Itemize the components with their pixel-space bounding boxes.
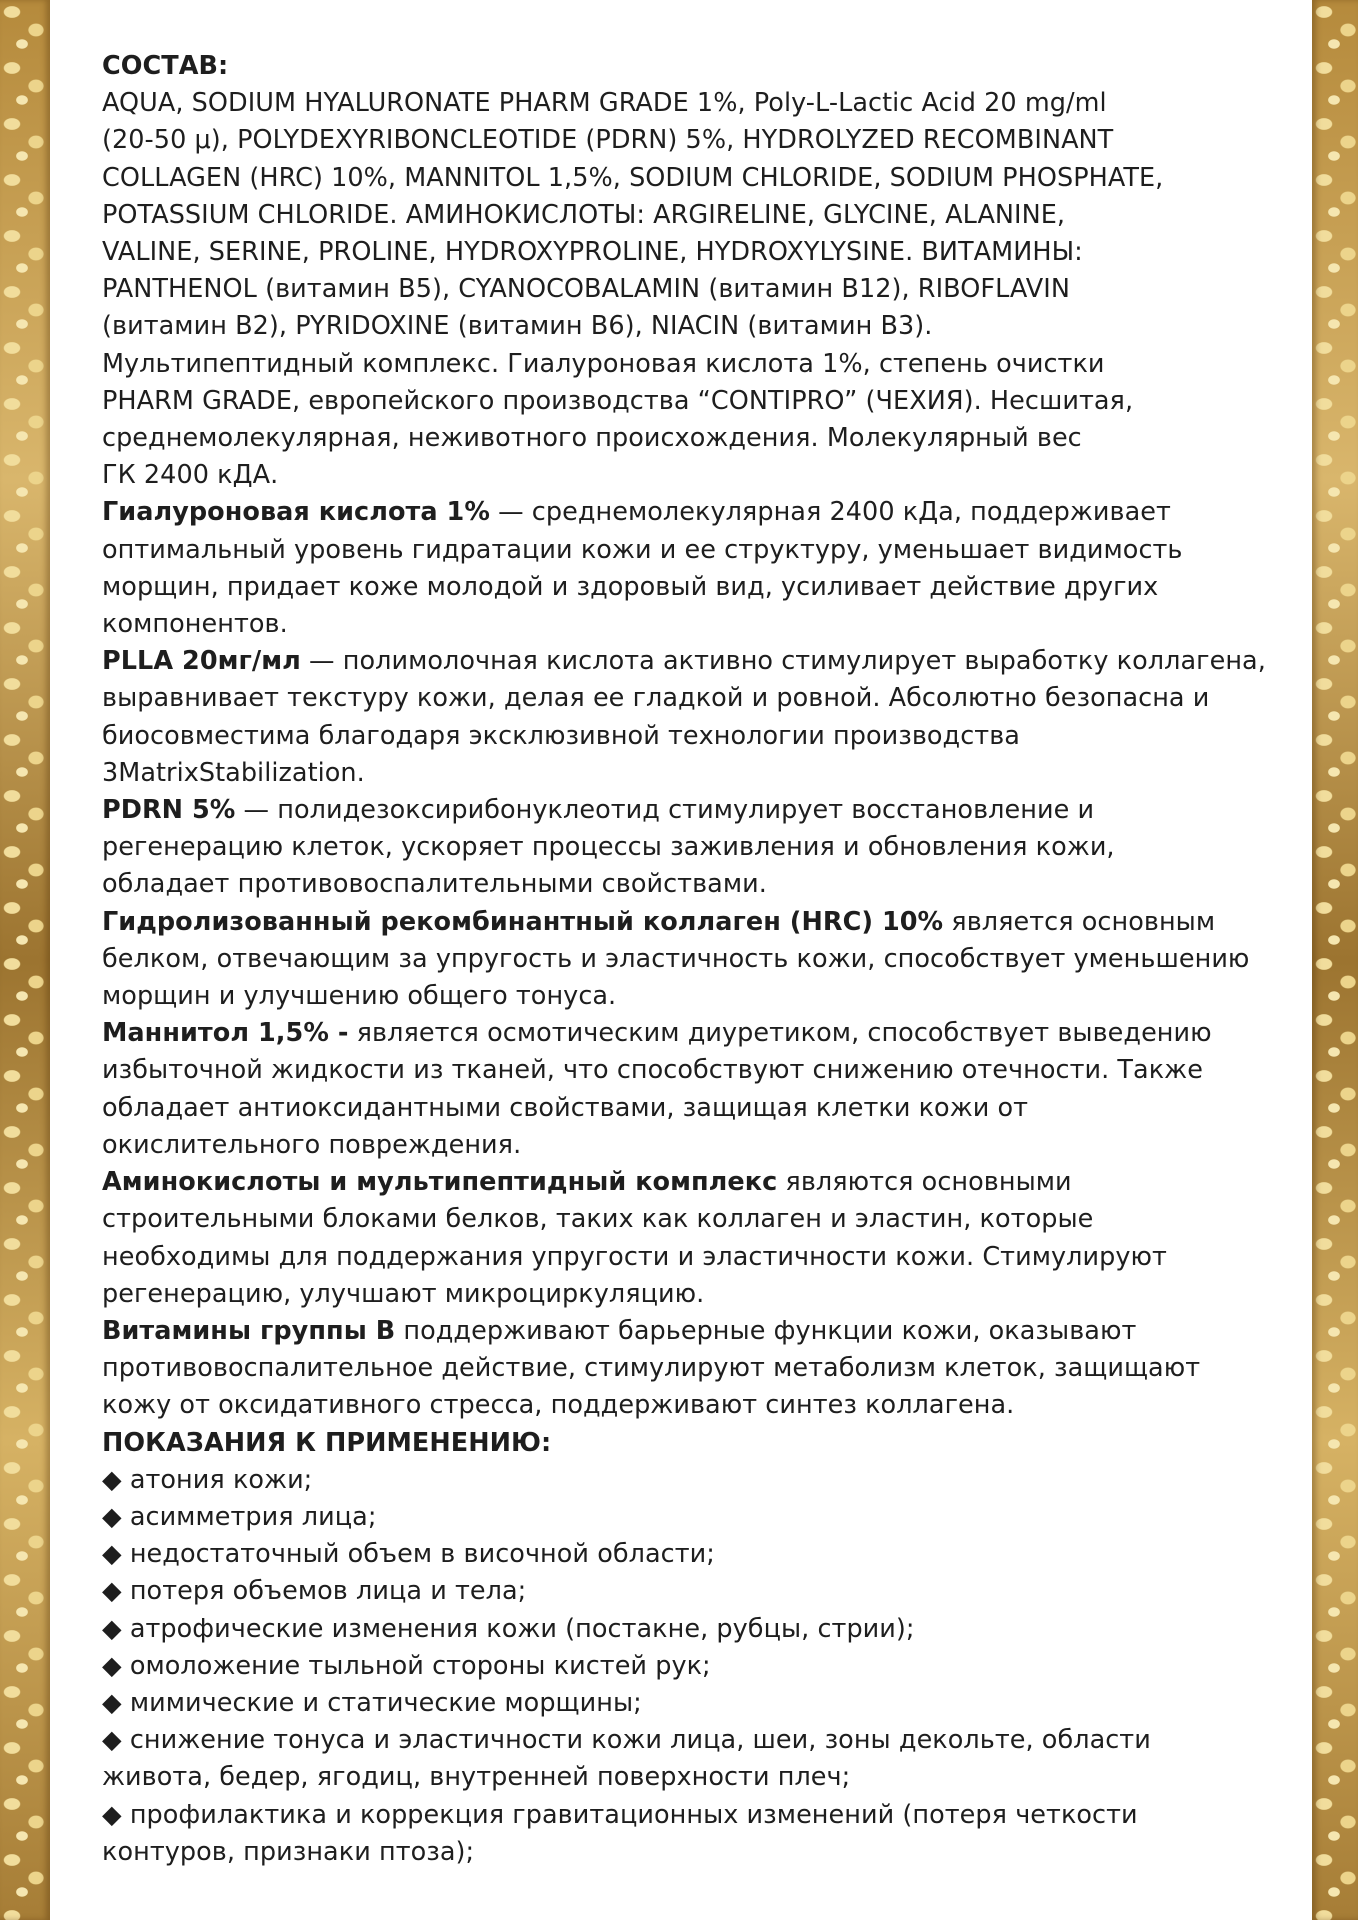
component-description: является основным белком, отвечающим за упругость и эластичность кожи, способствует уменьшению морщин и улучшению общего тонуса. <box>102 906 1250 1012</box>
component-description: являются основными строительными блоками белков, таких как коллаген и эластин, которые необходимы для поддержания упругости и эластичности кожи. Стимулируют регенерацию, улучшают микроциркуляцию. <box>102 1167 1167 1309</box>
component-title: PDRN 5% <box>102 795 236 826</box>
component-amino-acids <box>102 1164 1316 1313</box>
component-plla <box>102 643 1316 792</box>
list-item: ◆ недостаточный объем в височной области; <box>102 1539 715 1570</box>
list-item: ◆ атрофические изменения кожи (постакне, рубцы, стрии); <box>102 1613 915 1644</box>
decorative-border-left <box>0 0 50 1920</box>
composition-text: AQUA, SODIUM HYALURONATE PHARM GRADE 1%, Poly-L-Lactic Acid 20 mg/ml (20-50 μ), POLYDEXYRIBONCLEOTIDE (PDRN) 5%, HYDROLYZED RECOMBINANT COLLAGEN (HRC) 10%, MANNITOL 1,5%, SODIUM CHLORIDE, SODIUM PHOSPHATE, POTASSIUM CHLORIDE. АМИНОКИСЛОТЫ: ARGIRELINE, GLYCINE, ALANINE, VALINE, SERINE, PROLINE, HYDROXYPROLINE, HYDROXYLYSINE. ВИТАМИНЫ: PANTHENOL (витамин В5), CYANOCOBALAMIN (витамин В12), RIBOFLAVIN (витамин В2), PYRIDOXINE (витамин В6), NIACIN (витамин В3). Мультипептидный комплекс. Гиалуроновая кислота 1%, степень очистки PHARM GRADE, европейского производства “CONTIPRO” (ЧЕХИЯ). Несшитая, среднемолекулярная, неживотного происхождения. Молекулярный вес ГК 2400 кДА. <box>102 88 1164 491</box>
composition-heading: СОСТАВ: <box>102 51 229 81</box>
component-description: — полидезоксирибонуклеотид стимулирует восстановление и регенерацию клеток, ускоряет процессы заживления и обновления кожи, обладает противовоспалительными свойствами. <box>102 795 1115 900</box>
list-item: ◆ омоложение тыльной стороны кистей рук; <box>102 1650 711 1681</box>
indications-heading: ПОКАЗАНИЯ К ПРИМЕНЕНИЮ: <box>102 1427 552 1458</box>
component-title: Витамины группы В <box>102 1315 396 1346</box>
component-pdrn <box>102 792 1316 904</box>
component-vitamins-b <box>102 1313 1316 1425</box>
list-item: ◆ снижение тонуса и эластичности кожи лица, шеи, зоны декольте, области живота, бедер, ягодиц, внутренней поверхности плеч; <box>102 1725 1151 1793</box>
component-description: поддерживают барьерные функции кожи, оказывают противовоспалительное действие, стимулируют метаболизм клеток, защищают кожу от оксидативного стресса, поддерживают синтез коллагена. <box>102 1315 1201 1421</box>
list-item: ◆ профилактика и коррекция гравитационных изменений (потеря четкости контуров, признаки птоза); <box>102 1799 1138 1867</box>
decorative-border-right <box>1312 0 1358 1920</box>
component-title: Маннитол 1,5% - <box>102 1018 349 1049</box>
list-item: ◆ потеря объемов лица и тела; <box>102 1576 527 1607</box>
component-description: — полимолочная кислота активно стимулирует выработку коллагена, выравнивает текстуру кожи, делая ее гладкой и ровной. Абсолютно безопасна и биосовместима благодаря эксклюзивной технологии производства 3MatrixStabilization. <box>102 646 1266 788</box>
component-collagen <box>102 904 1316 1016</box>
component-description: является осмотическим диуретиком, способствует выведению избыточной жидкости из тканей, что способствуют снижению отечности. Также обладает антиоксидантными свойствами, защищая клетки кожи от окислительного повреждения. <box>102 1018 1212 1160</box>
component-title: Гиалуроновая кислота 1% <box>102 497 490 528</box>
document-body <box>102 48 1316 1871</box>
component-description: — среднемолекулярная 2400 кДа, поддерживает оптимальный уровень гидратации кожи и ее структуру, уменьшает видимость морщин, придает коже молодой и здоровый вид, усиливает действие других компонентов. <box>102 497 1183 640</box>
indications-list <box>102 1462 1316 1871</box>
component-title: Гидролизованный рекомбинантный коллаген (HRC) 10% <box>102 906 944 937</box>
list-item: ◆ атония кожи; <box>102 1464 313 1495</box>
component-hyaluronic-acid <box>102 494 1316 643</box>
component-title: PLLA 20мг/мл <box>102 646 301 677</box>
list-item: ◆ мимические и статические морщины; <box>102 1687 642 1718</box>
list-item: ◆ асимметрия лица; <box>102 1501 377 1532</box>
component-title: Аминокислоты и мультипептидный комплекс <box>102 1167 778 1198</box>
component-mannitol <box>102 1015 1316 1164</box>
